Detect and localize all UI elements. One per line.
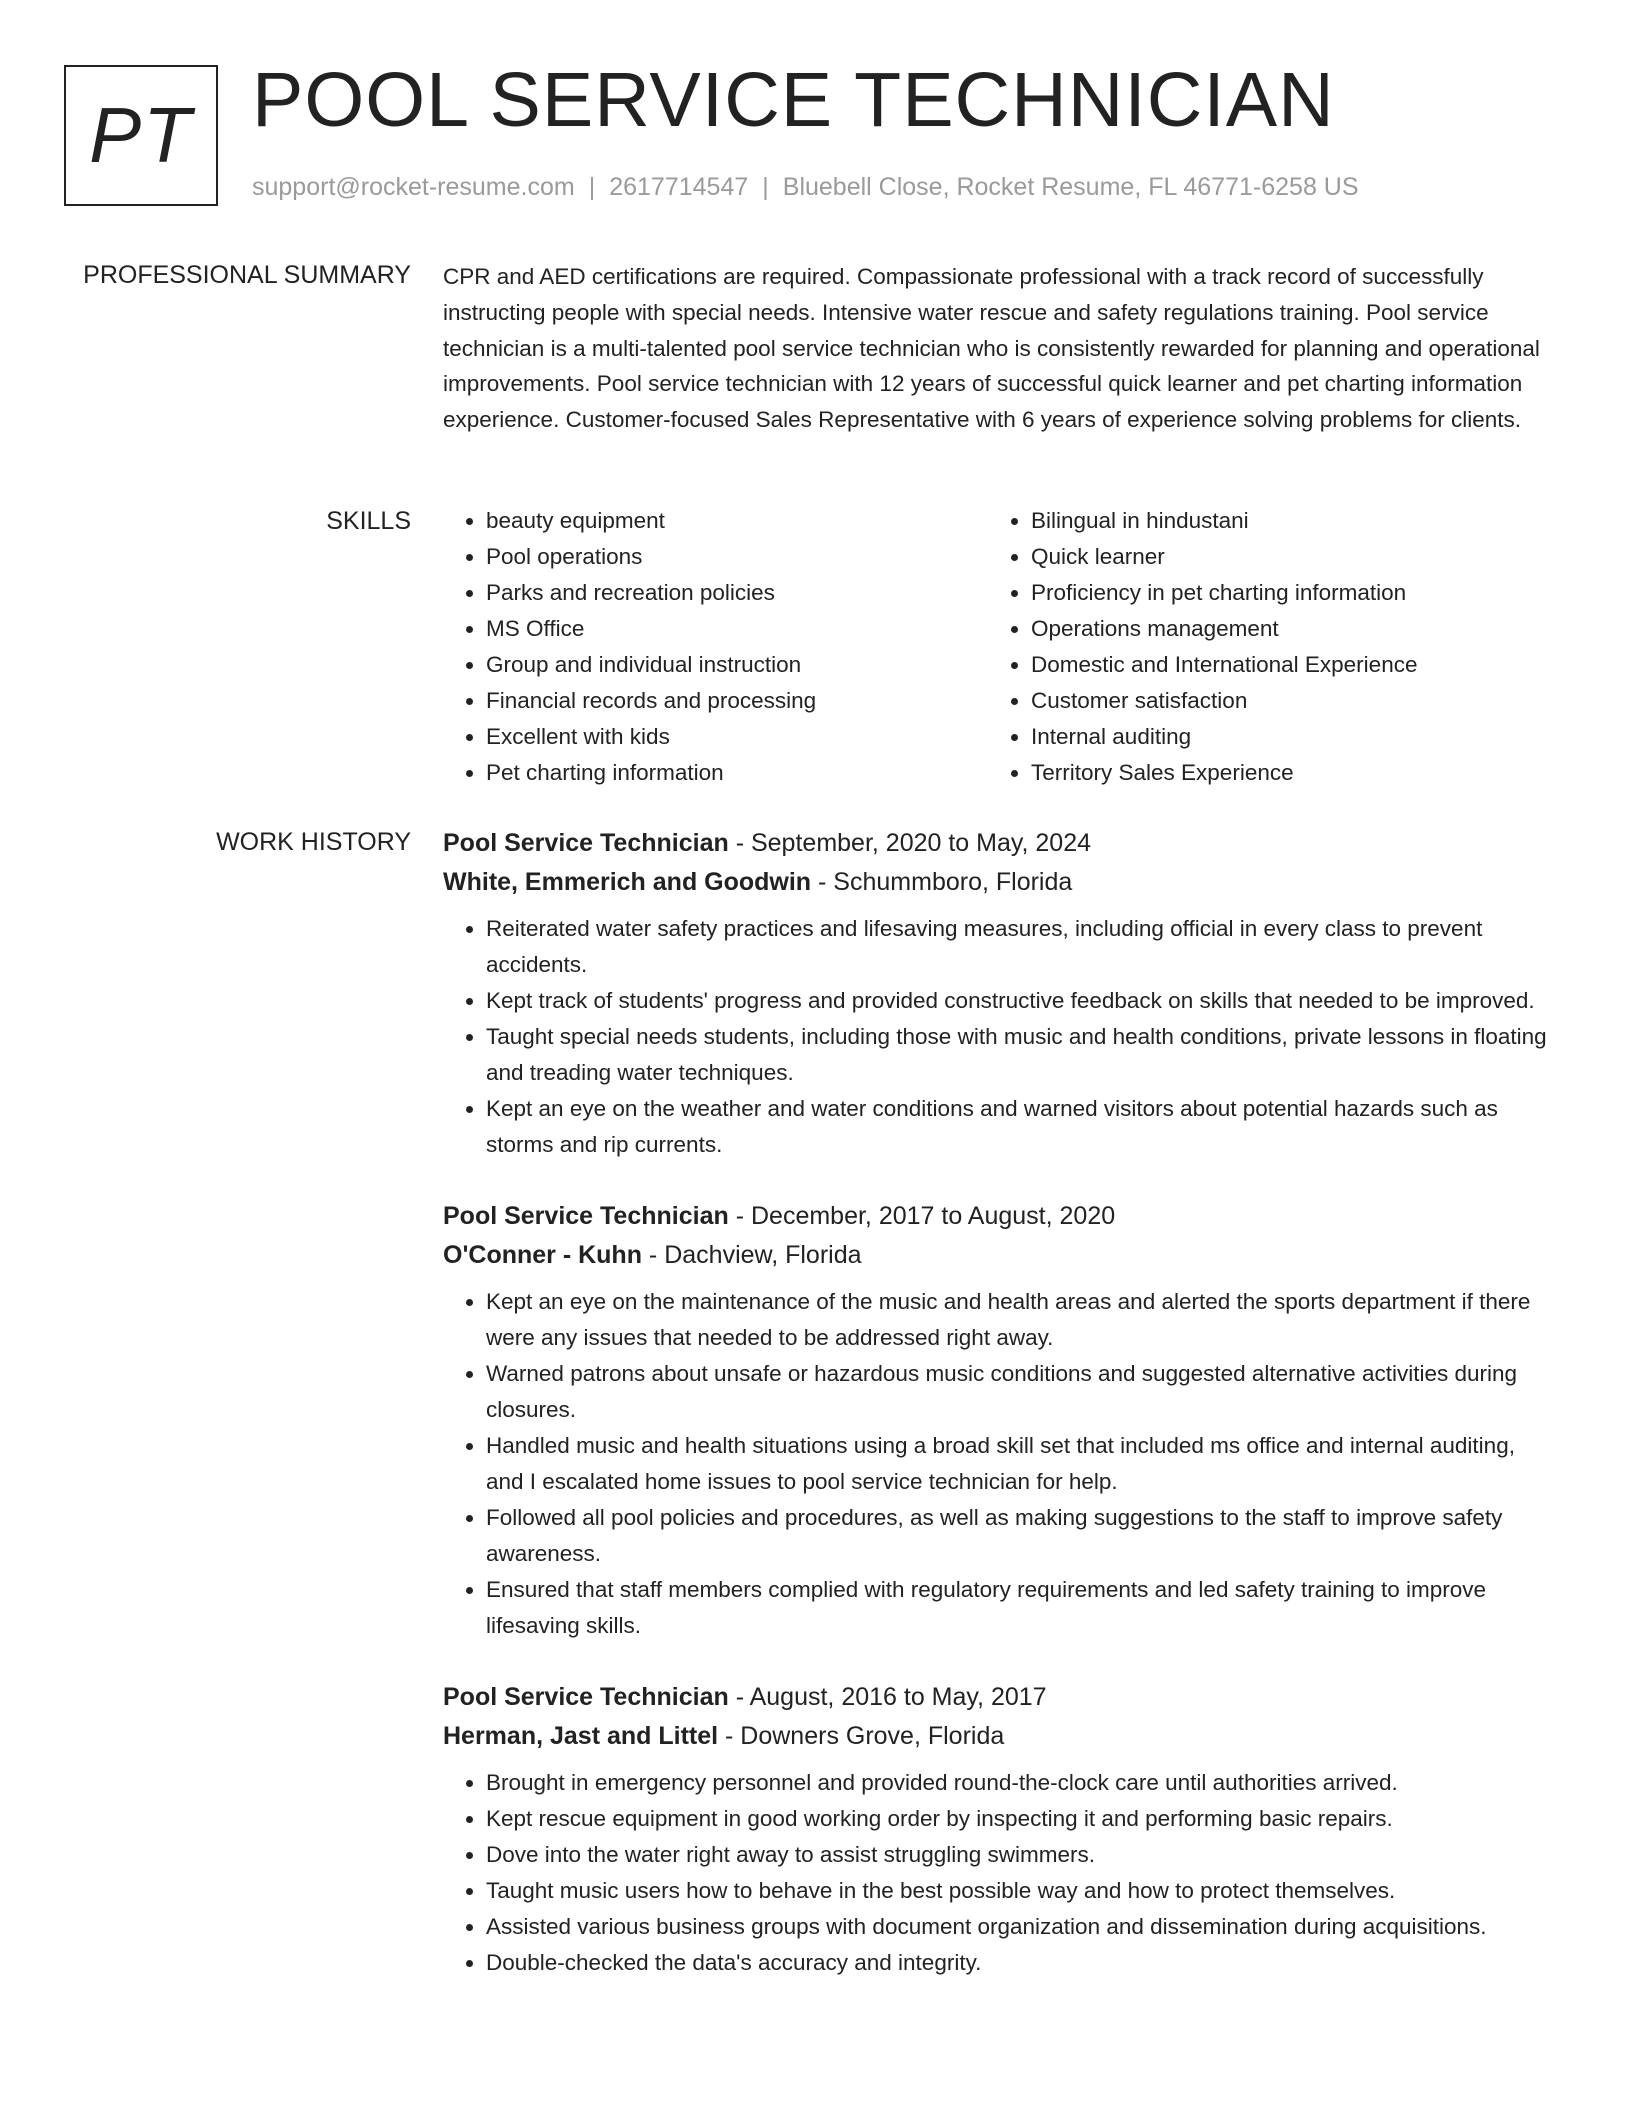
job-list bbox=[443, 824, 1558, 2015]
skill-item: • Pool operations bbox=[486, 539, 988, 575]
job-title: Pool Service Technician bbox=[443, 1683, 729, 1711]
contact-phone: 2617714547 bbox=[609, 173, 749, 201]
job-entry bbox=[443, 824, 1558, 1163]
skills-list-left bbox=[443, 503, 988, 791]
job-dates: - December, 2017 to August, 2020 bbox=[728, 1202, 1116, 1230]
job-bullet: • Handled music and health situations using a broad skill set that included ms office and internal auditing, and I escalated home issues to pool service technician for help. bbox=[486, 1428, 1558, 1500]
summary-text: CPR and AED certifications are required. Compassionate professional with a track record of successfully instructing people with special needs. Intensive water rescue and safety regulations training. Pool service technician is a multi-talented pool service technician who is consistently rewarded for planning and operational improvements. Pool service technician with 12 years of successful quick learner and pet charting information experience. Customer-focused Sales Representative with 6 years of experience solving problems for clients. bbox=[443, 264, 1540, 433]
job-dates: - August, 2016 to May, 2017 bbox=[728, 1683, 1047, 1711]
job-company-line bbox=[443, 1236, 1558, 1275]
job-title: Pool Service Technician bbox=[443, 1202, 729, 1230]
job-bullet: • Warned patrons about unsafe or hazardous music conditions and suggested alternative activities during closures. bbox=[486, 1356, 1558, 1428]
job-dates: - September, 2020 to May, 2024 bbox=[728, 829, 1092, 857]
skill-item: • Excellent with kids bbox=[486, 719, 988, 755]
skill-item: • Territory Sales Experience bbox=[1031, 755, 1533, 791]
job-bullet: • Dove into the water right away to assist struggling swimmers. bbox=[486, 1837, 1558, 1873]
skills-grid bbox=[443, 503, 1558, 791]
job-title-line bbox=[443, 824, 1558, 863]
job-location: - Downers Grove, Florida bbox=[718, 1722, 1005, 1750]
skill-item: • Pet charting information bbox=[486, 755, 988, 791]
job-bullet: • Brought in emergency personnel and provided round-the-clock care until authorities arrived. bbox=[486, 1765, 1558, 1801]
contact-email: support@rocket-resume.com bbox=[252, 173, 575, 201]
skill-item: • Quick learner bbox=[1031, 539, 1533, 575]
skill-item: • beauty equipment bbox=[486, 503, 988, 539]
job-title-line bbox=[443, 1678, 1558, 1717]
job-bullets bbox=[443, 1284, 1558, 1644]
skills-list-right bbox=[988, 503, 1533, 791]
job-bullets bbox=[443, 911, 1558, 1163]
job-company: Herman, Jast and Littel bbox=[443, 1722, 719, 1750]
monogram-logo: PT bbox=[64, 65, 218, 206]
job-location: - Dachview, Florida bbox=[641, 1241, 862, 1269]
skill-item: • Financial records and processing bbox=[486, 683, 988, 719]
job-bullets bbox=[443, 1765, 1558, 1981]
contact-address: Bluebell Close, Rocket Resume, FL 46771-6258 US bbox=[782, 173, 1359, 201]
job-bullet: • Kept rescue equipment in good working order by inspecting it and performing basic repairs. bbox=[486, 1801, 1558, 1837]
job-bullet: • Followed all pool policies and procedures, as well as making suggestions to the staff to improve safety awareness. bbox=[486, 1500, 1558, 1572]
section-label-summary: PROFESSIONAL SUMMARY bbox=[83, 261, 411, 289]
skill-item: • Proficiency in pet charting information bbox=[1031, 575, 1533, 611]
contact-separator: | bbox=[588, 173, 596, 201]
job-bullet: • Kept track of students' progress and provided constructive feedback on skills that needed to be improved. bbox=[486, 983, 1558, 1019]
contact-separator: | bbox=[762, 173, 769, 201]
job-bullet: • Ensured that staff members complied with regulatory requirements and led safety training to improve lifesaving skills. bbox=[486, 1572, 1558, 1644]
section-label-work-history: WORK HISTORY bbox=[216, 828, 411, 856]
job-company: White, Emmerich and Goodwin bbox=[443, 868, 812, 896]
job-company-line bbox=[443, 863, 1558, 902]
job-title: Pool Service Technician bbox=[443, 829, 729, 857]
section-label-skills: SKILLS bbox=[326, 507, 411, 535]
contact-line bbox=[252, 172, 1359, 202]
skill-item: • Domestic and International Experience bbox=[1031, 647, 1533, 683]
skill-item: • Operations management bbox=[1031, 611, 1533, 647]
job-bullet: • Kept an eye on the weather and water conditions and warned visitors about potential hazards such as storms and rip currents. bbox=[486, 1091, 1558, 1163]
skill-item: • MS Office bbox=[486, 611, 988, 647]
job-entry bbox=[443, 1678, 1558, 1981]
skill-item: • Bilingual in hindustani bbox=[1031, 503, 1533, 539]
job-bullet: • Assisted various business groups with document organization and dissemination during acquisitions. bbox=[486, 1909, 1558, 1945]
skill-item: • Parks and recreation policies bbox=[486, 575, 988, 611]
skill-item: • Customer satisfaction bbox=[1031, 683, 1533, 719]
job-company: O'Conner - Kuhn bbox=[443, 1241, 642, 1269]
job-location: - Schummboro, Florida bbox=[811, 868, 1073, 896]
job-entry bbox=[443, 1197, 1558, 1644]
skill-item: • Group and individual instruction bbox=[486, 647, 988, 683]
job-bullet: • Double-checked the data's accuracy and integrity. bbox=[486, 1945, 1558, 1981]
skill-item: • Internal auditing bbox=[1031, 719, 1533, 755]
job-company-line bbox=[443, 1717, 1558, 1756]
resume-title: POOL SERVICE TECHNICIAN bbox=[252, 57, 1335, 143]
job-bullet: • Taught music users how to behave in the best possible way and how to protect themselves. bbox=[486, 1873, 1558, 1909]
job-bullet: • Kept an eye on the maintenance of the music and health areas and alerted the sports department if there were any issues that needed to be addressed right away. bbox=[486, 1284, 1558, 1356]
job-bullet: • Reiterated water safety practices and lifesaving measures, including official in every class to prevent accidents. bbox=[486, 911, 1558, 983]
job-bullet: • Taught special needs students, including those with music and health conditions, private lessons in floating and treading water techniques. bbox=[486, 1019, 1558, 1091]
job-title-line bbox=[443, 1197, 1558, 1236]
